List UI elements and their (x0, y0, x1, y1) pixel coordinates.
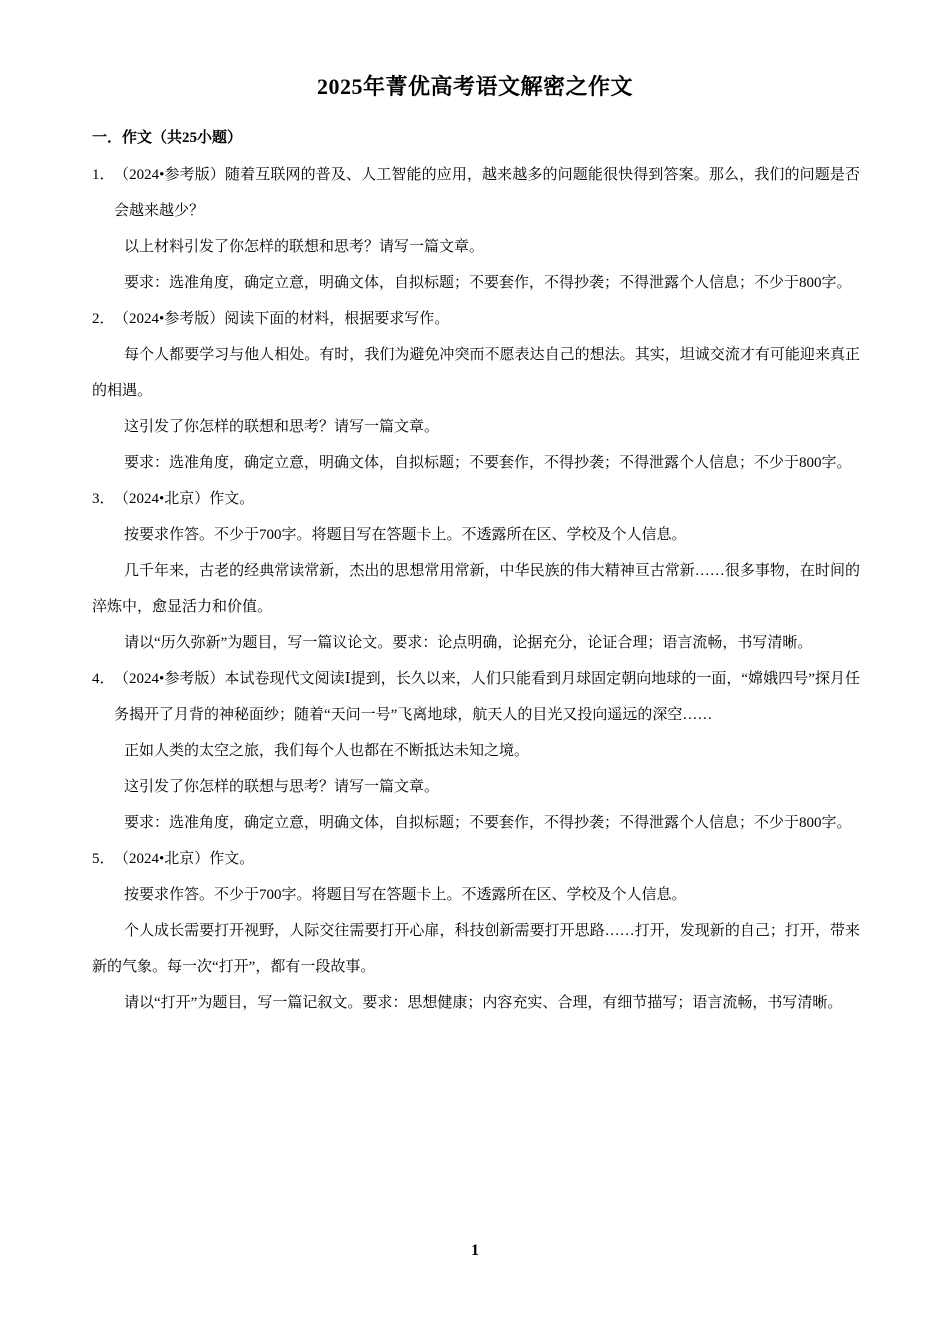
question-list (92, 157, 860, 1021)
question-paragraph: 几千年来，古老的经典常读常新，杰出的思想常用常新，中华民族的伟大精神亘古常新……很多事物，在时间的淬炼中，愈显活力和价值。 (92, 563, 860, 615)
question-number: 3． (92, 491, 115, 507)
question-number: 5． (92, 851, 115, 867)
question-paragraph: 按要求作答。不少于700字。将题目写在答题卡上。不透露所在区、学校及个人信息。 (124, 527, 687, 543)
question-number: 1． (92, 167, 115, 183)
question-paragraph: 这引发了你怎样的联想与思考？请写一篇文章。 (124, 779, 440, 795)
question-item (92, 157, 860, 301)
question-paragraph: 每个人都要学习与他人相处。有时，我们为避免冲突而不愿表达自己的想法。其实，坦诚交流才有可能迎来真正的相遇。 (92, 347, 860, 399)
question-paragraph: 按要求作答。不少于700字。将题目写在答题卡上。不透露所在区、学校及个人信息。 (124, 887, 687, 903)
page-number: 1 (471, 1242, 479, 1259)
question-stem: （2024•参考版）阅读下面的材料，根据要求写作。 (114, 311, 450, 327)
question-item (92, 301, 860, 481)
question-item (92, 661, 860, 841)
question-requirements: 要求：选准角度，确定立意，明确文体，自拟标题；不要套作，不得抄袭；不得泄露个人信息；不少于800字。 (124, 815, 852, 831)
question-paragraph: 以上材料引发了你怎样的联想和思考？请写一篇文章。 (124, 239, 485, 255)
question-paragraph: 这引发了你怎样的联想和思考？请写一篇文章。 (124, 419, 440, 435)
question-item (92, 481, 860, 661)
question-requirements: 请以“历久弥新”为题目，写一篇议论文。要求：论点明确，论据充分，论证合理；语言流畅，书写清晰。 (124, 635, 813, 651)
question-stem: （2024•北京）作文。 (114, 491, 255, 507)
question-number: 2． (92, 311, 115, 327)
question-item (92, 841, 860, 1021)
question-paragraph: 个人成长需要打开视野，人际交往需要打开心扉，科技创新需要打开思路……打开，发现新的自己；打开，带来新的气象。每一次“打开”，都有一段故事。 (92, 923, 860, 975)
question-number: 4． (92, 671, 115, 687)
section-heading: 一．作文（共25小题） (92, 130, 243, 146)
question-requirements: 请以“打开”为题目，写一篇记叙文。要求：思想健康；内容充实、合理，有细节描写；语言流畅，书写清晰。 (124, 995, 843, 1011)
question-requirements: 要求：选准角度，确定立意，明确文体，自拟标题；不要套作，不得抄袭；不得泄露个人信息；不少于800字。 (124, 275, 852, 291)
question-paragraph: 正如人类的太空之旅，我们每个人也都在不断抵达未知之境。 (124, 743, 530, 759)
question-stem: （2024•北京）作文。 (114, 851, 255, 867)
question-stem: （2024•参考版）随着互联网的普及、人工智能的应用，越来越多的问题能很快得到答案。那么，我们的问题是否会越来越少？ (114, 167, 860, 219)
document-title: 2025年菁优高考语文解密之作文 (316, 74, 633, 99)
question-requirements: 要求：选准角度，确定立意，明确文体，自拟标题；不要套作，不得抄袭；不得泄露个人信息；不少于800字。 (124, 455, 852, 471)
question-stem: （2024•参考版）本试卷现代文阅读Ⅰ提到，长久以来，人们只能看到月球固定朝向地球的一面，“嫦娥四号”探月任务揭开了月背的神秘面纱；随着“天问一号”飞离地球，航天人的目光又投向遥远的深空…… (114, 671, 860, 723)
